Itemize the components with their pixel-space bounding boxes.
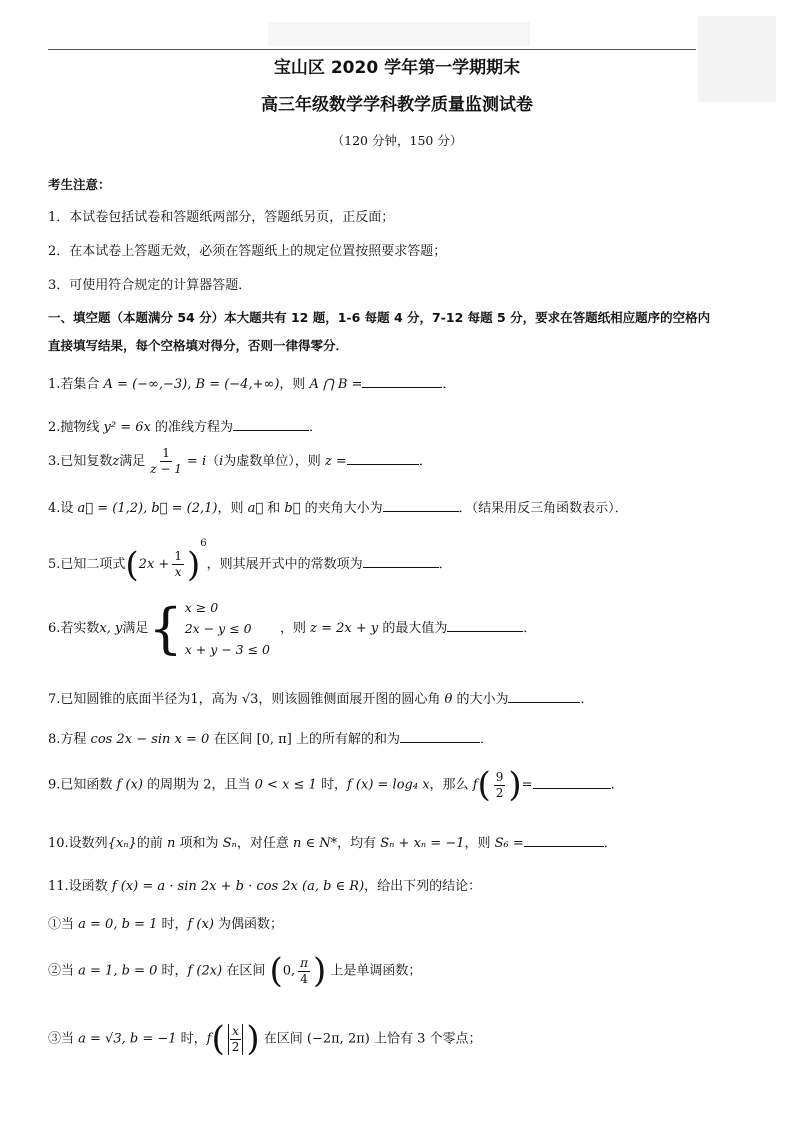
fraction: $\frac{1}{z - 1}$ — [150, 446, 182, 476]
answer-blank[interactable] — [363, 555, 439, 568]
fraction: $\frac{\pi}{4}$ — [300, 955, 309, 986]
question-10: 10.设数列{xₙ}的前 n 项和为 Sₙ，对任意 n ∈ N*，均有 Sₙ + xₙ = −1，则 S₆ = ． — [48, 836, 617, 851]
answer-blank[interactable] — [533, 776, 611, 789]
notice-item: 2．在本试卷上答题无效，必须在答题纸上的规定位置按照要求答题； — [48, 244, 447, 259]
exam-title: 宝山区 2020 学年第一学期期末 — [273, 58, 521, 78]
conclusion-3: ③当 a = √3, b = −1 时，f( $\frac{x}{2}$ ) 在区间 (−2π, 2π) 上恰有 3 个零点； — [48, 1019, 482, 1059]
fraction: $\frac{9}{2}$ — [495, 769, 504, 800]
question-11: 11.设函数 f (x) = a · sin 2x + b · cos 2x (a, b ∈ R)，给出下列的结论： — [48, 879, 482, 894]
conclusion-1: ①当 a = 0, b = 1 时，f (x) 为偶函数； — [48, 917, 284, 932]
notice-item: 1．本试卷包括试卷和答题纸两部分，答题纸另页，正反面； — [48, 210, 395, 225]
conclusion-2: ②当 a = 1, b = 0 时，f (2x) 在区间 (0, $\frac{\pi}{4}$ ) 上是单调函数； — [48, 951, 422, 991]
header-rule — [48, 49, 696, 50]
notice-item: 3．可使用符合规定的计算器答题． — [48, 278, 252, 293]
answer-blank[interactable] — [524, 834, 604, 847]
abs-fraction: $\frac{x}{2}$ — [228, 1024, 244, 1055]
inequality-system: { x ≥ 0 2x − y ≤ 0 x + y − 3 ≤ 0 — [148, 596, 271, 660]
question-5: 5.已知二项式(2x + $\frac{1}{x}$ )$^6$，则其展开式中的常数项为 ． — [48, 538, 452, 585]
answer-blank[interactable] — [347, 452, 419, 465]
answer-blank[interactable] — [233, 418, 309, 431]
fraction: $\frac{1}{x}$ — [174, 549, 182, 579]
question-1: 1.若集合 A = (−∞,−3), B = (−4,+∞)，则 A ⋂ B = ． — [48, 377, 456, 392]
answer-blank[interactable] — [447, 619, 523, 632]
question-9: 9.已知函数 f (x) 的周期为 2，且当 0 < x ≤ 1 时，f (x) = log₄ x，那么 f( $\frac{9}{2}$ )= ． — [48, 765, 624, 805]
question-4: 4.设 a⃗ = (1,2), b⃗ = (2,1)，则 a⃗ 和 b⃗ 的夹角大小为 ．（结果用反三角函数表示）． — [48, 501, 628, 516]
exam-subtitle: 高三年级数学学科教学质量监测试卷 — [261, 95, 533, 115]
scan-artifact-top — [268, 22, 530, 46]
exam-duration: （120 分钟，150 分） — [331, 133, 463, 148]
section-instructions-line1: 一、填空题（本题满分 54 分）本大题共有 12 题，1-6 每题 4 分，7-12 每题 5 分，要求在答题纸相应题序的空格内 — [48, 310, 711, 325]
answer-blank[interactable] — [383, 499, 459, 512]
question-7: 7.已知圆锥的底面半径为1，高为 √3，则该圆锥侧面展开图的圆心角 θ 的大小为 ． — [48, 692, 594, 707]
question-6: 6.若实数x, y满足 { x ≥ 0 2x − y ≤ 0 x + y − 3 ≤ 0 ，则 z = 2x + y 的最大值为 ． — [48, 596, 537, 660]
section-instructions-line2: 直接填写结果，每个空格填对得分，否则一律得零分． — [48, 338, 349, 353]
notice-heading: 考生注意： — [48, 177, 111, 192]
answer-blank[interactable] — [508, 690, 580, 703]
answer-blank[interactable] — [400, 730, 480, 743]
question-2: 2.抛物线 y² = 6x 的准线方程为 ． — [48, 420, 323, 435]
answer-blank[interactable] — [362, 375, 442, 388]
question-8: 8.方程 cos 2x − sin x = 0 在区间 [0, π] 上的所有解的和为 ． — [48, 732, 493, 747]
question-3: 3.已知复数z满足 $\frac{1}{z - 1}$ = i（i为虚数单位），则 z = ． — [48, 446, 432, 476]
